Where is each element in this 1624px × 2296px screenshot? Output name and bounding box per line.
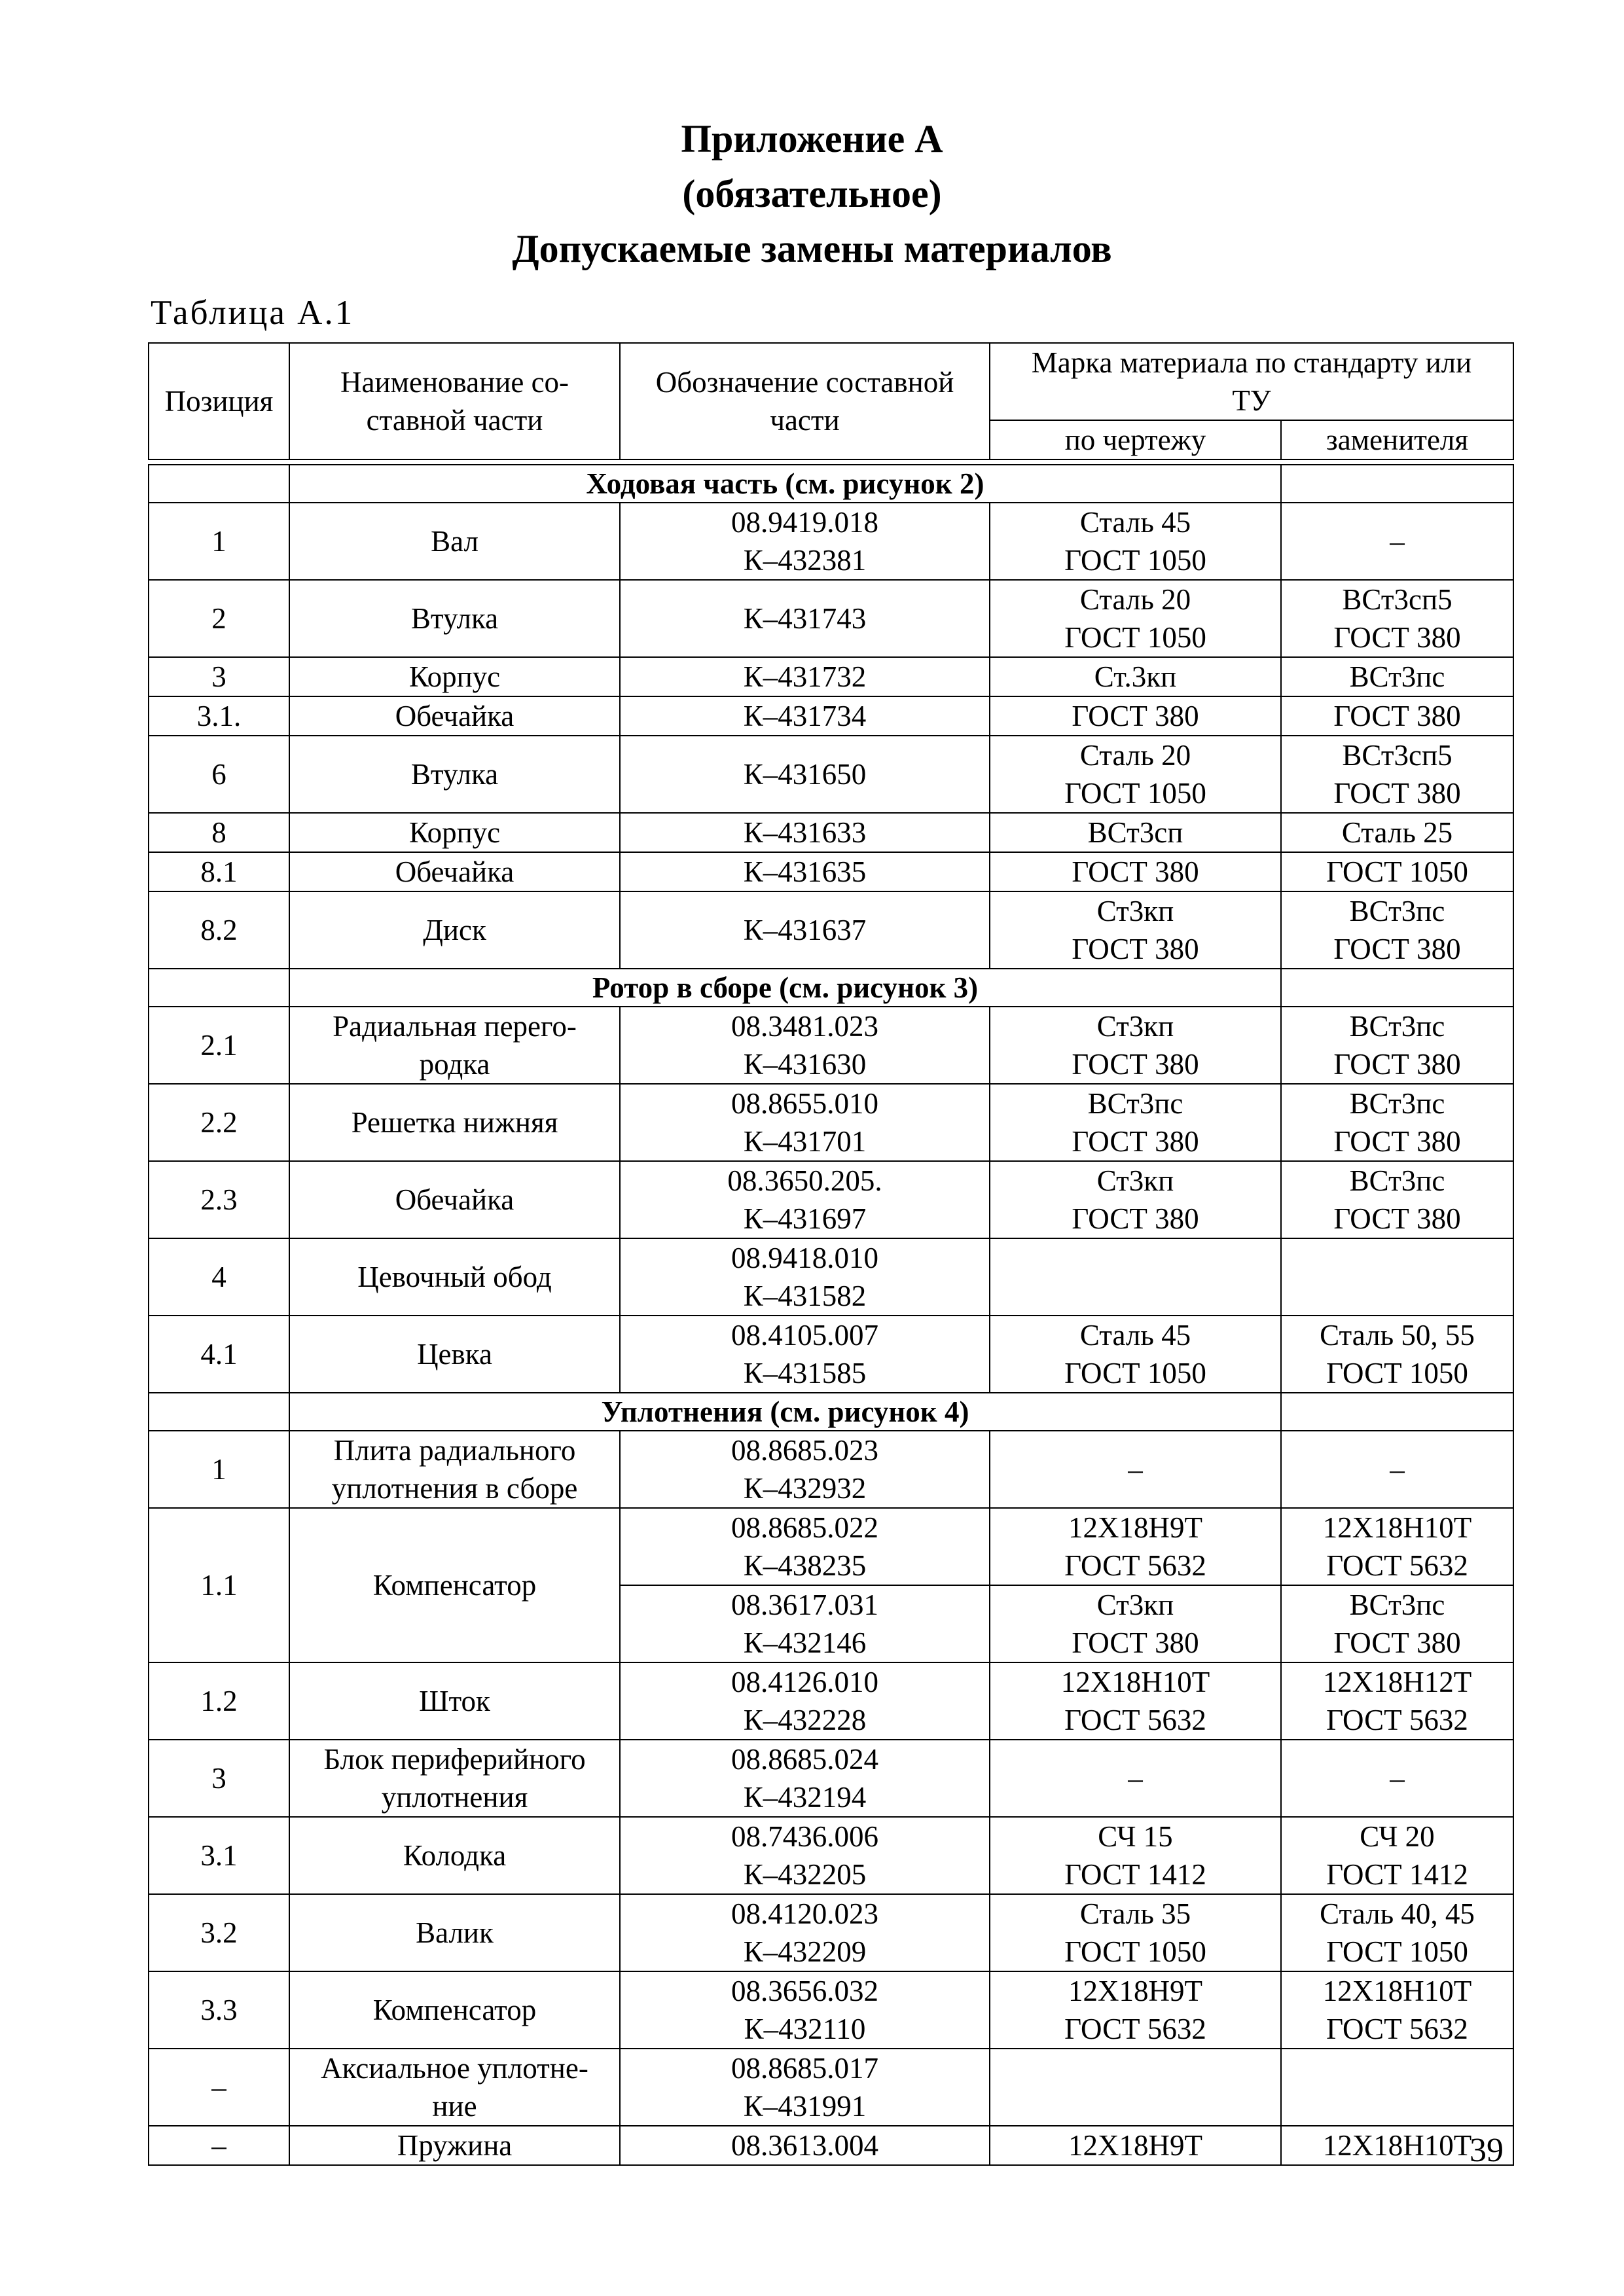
cell-substitute: ВСт3пс ГОСТ 380: [1281, 1007, 1513, 1084]
cell-material: ГОСТ 380: [990, 852, 1281, 891]
cell-substitute: Сталь 40, 45 ГОСТ 1050: [1281, 1894, 1513, 1971]
cell-designation: К–431633: [620, 813, 990, 852]
cell-designation: 08.8685.022 К–438235: [620, 1508, 990, 1585]
cell-position: 2.1: [149, 1007, 289, 1084]
materials-table: [148, 342, 1514, 2166]
table-row: [149, 1084, 1513, 1161]
cell-name: Валик: [289, 1894, 620, 1971]
cell-substitute: [1281, 2049, 1513, 2126]
table-row: [149, 1894, 1513, 1971]
cell-material: [990, 2049, 1281, 2126]
table-row: [149, 657, 1513, 696]
table-row: [149, 503, 1513, 580]
cell-material: Сталь 20 ГОСТ 1050: [990, 736, 1281, 813]
cell-designation: К–431732: [620, 657, 990, 696]
cell-designation: 08.8685.024 К–432194: [620, 1740, 990, 1817]
section-empty-cell: [149, 465, 289, 503]
cell-substitute: 12Х18Н10Т ГОСТ 5632: [1281, 1971, 1513, 2049]
section-empty-cell: [1281, 969, 1513, 1007]
table-row: [149, 696, 1513, 736]
separator-cell: [620, 459, 990, 465]
table-row: [149, 2049, 1513, 2126]
header-substitute: заменителя: [1281, 420, 1513, 459]
cell-material: Ст3кп ГОСТ 380: [990, 1007, 1281, 1084]
header-separator: [149, 459, 1513, 465]
cell-position: 1: [149, 1431, 289, 1508]
title-line-3: Допускаемые замены материалов: [512, 227, 1112, 270]
cell-designation: К–431734: [620, 696, 990, 736]
cell-name: Блок периферийного уплотнения: [289, 1740, 620, 1817]
section-row: [149, 465, 1513, 503]
cell-designation: 08.8685.023 К–432932: [620, 1431, 990, 1508]
cell-substitute: ВСт3пс ГОСТ 380: [1281, 1161, 1513, 1238]
cell-designation: 08.3650.205. К–431697: [620, 1161, 990, 1238]
cell-position: 1.1: [149, 1508, 289, 1662]
section-empty-cell: [1281, 465, 1513, 503]
cell-position: 3: [149, 1740, 289, 1817]
cell-material: Сталь 45 ГОСТ 1050: [990, 503, 1281, 580]
header-material-group: Марка материала по стандарту или ТУ: [990, 343, 1513, 420]
cell-designation: 08.3617.031 К–432146: [620, 1585, 990, 1662]
cell-position: 4.1: [149, 1316, 289, 1393]
title-line-2: (обязательное): [682, 172, 942, 215]
cell-designation: К–431650: [620, 736, 990, 813]
cell-name: Обечайка: [289, 1161, 620, 1238]
cell-substitute: Сталь 25: [1281, 813, 1513, 852]
cell-name: Корпус: [289, 813, 620, 852]
cell-material: Ст3кп ГОСТ 380: [990, 1161, 1281, 1238]
cell-position: 3.2: [149, 1894, 289, 1971]
cell-name: Вал: [289, 503, 620, 580]
separator-cell: [289, 459, 620, 465]
cell-name: Радиальная перего- родка: [289, 1007, 620, 1084]
section-title: Ходовая часть (см. рисунок 2): [289, 465, 1281, 503]
table-caption: Таблица А.1: [151, 294, 355, 332]
cell-designation: 08.9419.018 К–432381: [620, 503, 990, 580]
cell-designation: 08.3613.004: [620, 2126, 990, 2165]
cell-material: Ст3кп ГОСТ 380: [990, 1585, 1281, 1662]
cell-substitute: ГОСТ 1050: [1281, 852, 1513, 891]
cell-designation: 08.7436.006 К–432205: [620, 1817, 990, 1894]
cell-substitute: СЧ 20 ГОСТ 1412: [1281, 1817, 1513, 1894]
table-row: [149, 1161, 1513, 1238]
table-row: [149, 1316, 1513, 1393]
cell-position: –: [149, 2126, 289, 2165]
cell-position: 1: [149, 503, 289, 580]
section-row: [149, 969, 1513, 1007]
table-row: [149, 1007, 1513, 1084]
table-row: [149, 580, 1513, 657]
cell-material: Сталь 20 ГОСТ 1050: [990, 580, 1281, 657]
title-line-1: Приложение А: [681, 117, 943, 160]
cell-material: 12Х18Н9Т: [990, 2126, 1281, 2165]
cell-name: Обечайка: [289, 696, 620, 736]
cell-designation: 08.4126.010 К–432228: [620, 1662, 990, 1740]
section-title: Ротор в сборе (см. рисунок 3): [289, 969, 1281, 1007]
cell-name: Цевка: [289, 1316, 620, 1393]
cell-material: Сталь 35 ГОСТ 1050: [990, 1894, 1281, 1971]
separator-cell: [1281, 459, 1513, 465]
cell-position: 8.2: [149, 891, 289, 969]
table-row: [149, 813, 1513, 852]
cell-name: Плита радиального уплотнения в сборе: [289, 1431, 620, 1508]
page-number: 39: [1470, 2132, 1504, 2169]
cell-designation: К–431743: [620, 580, 990, 657]
cell-name: Компенсатор: [289, 1971, 620, 2049]
cell-position: 3.1: [149, 1817, 289, 1894]
section-empty-cell: [149, 969, 289, 1007]
table-row: [149, 736, 1513, 813]
cell-substitute: [1281, 1238, 1513, 1316]
header-by-drawing: по чертежу: [990, 420, 1281, 459]
cell-position: 2: [149, 580, 289, 657]
cell-position: 3.3: [149, 1971, 289, 2049]
header-position: Позиция: [149, 343, 289, 459]
cell-material: Сталь 45 ГОСТ 1050: [990, 1316, 1281, 1393]
cell-material: Ст3кп ГОСТ 380: [990, 891, 1281, 969]
cell-designation: 08.3481.023 К–431630: [620, 1007, 990, 1084]
header-designation: Обозначение составной части: [620, 343, 990, 459]
cell-substitute: –: [1281, 1431, 1513, 1508]
cell-name: Компенсатор: [289, 1508, 620, 1662]
cell-material: 12Х18Н9Т ГОСТ 5632: [990, 1508, 1281, 1585]
header-name: Наименование со- ставной части: [289, 343, 620, 459]
section-empty-cell: [149, 1393, 289, 1431]
separator-cell: [149, 459, 289, 465]
section-row: [149, 1393, 1513, 1431]
cell-designation: 08.4120.023 К–432209: [620, 1894, 990, 1971]
cell-material: –: [990, 1431, 1281, 1508]
cell-designation: К–431635: [620, 852, 990, 891]
table-row: [149, 852, 1513, 891]
cell-substitute: 12Х18Н10Т: [1281, 2126, 1513, 2165]
table-row: [149, 2126, 1513, 2165]
cell-material: 12Х18Н9Т ГОСТ 5632: [990, 1971, 1281, 2049]
cell-name: Втулка: [289, 736, 620, 813]
cell-substitute: 12Х18Н10Т ГОСТ 5632: [1281, 1508, 1513, 1585]
cell-substitute: ВСт3сп5 ГОСТ 380: [1281, 580, 1513, 657]
cell-position: 4: [149, 1238, 289, 1316]
cell-substitute: –: [1281, 1740, 1513, 1817]
cell-position: 2.3: [149, 1161, 289, 1238]
cell-name: Решетка нижняя: [289, 1084, 620, 1161]
cell-substitute: ВСт3пс ГОСТ 380: [1281, 1585, 1513, 1662]
cell-position: –: [149, 2049, 289, 2126]
cell-substitute: –: [1281, 503, 1513, 580]
cell-substitute: Сталь 50, 55 ГОСТ 1050: [1281, 1316, 1513, 1393]
cell-name: Обечайка: [289, 852, 620, 891]
cell-material: ВСт3пс ГОСТ 380: [990, 1084, 1281, 1161]
cell-material: ГОСТ 380: [990, 696, 1281, 736]
section-empty-cell: [1281, 1393, 1513, 1431]
table-row: [149, 1662, 1513, 1740]
cell-designation: 08.3656.032 К–432110: [620, 1971, 990, 2049]
section-title: Уплотнения (см. рисунок 4): [289, 1393, 1281, 1431]
table-row: [149, 1971, 1513, 2049]
page-title: [0, 111, 1624, 276]
table-row: [149, 1740, 1513, 1817]
cell-material: Ст.3кп: [990, 657, 1281, 696]
cell-substitute: ВСт3сп5 ГОСТ 380: [1281, 736, 1513, 813]
cell-name: Корпус: [289, 657, 620, 696]
cell-name: Втулка: [289, 580, 620, 657]
cell-designation: 08.8685.017 К–431991: [620, 2049, 990, 2126]
cell-designation: К–431637: [620, 891, 990, 969]
cell-designation: 08.9418.010 К–431582: [620, 1238, 990, 1316]
cell-name: Аксиальное уплотне- ние: [289, 2049, 620, 2126]
cell-material: –: [990, 1740, 1281, 1817]
cell-name: Шток: [289, 1662, 620, 1740]
cell-material: [990, 1238, 1281, 1316]
cell-position: 8.1: [149, 852, 289, 891]
cell-position: 2.2: [149, 1084, 289, 1161]
cell-material: СЧ 15 ГОСТ 1412: [990, 1817, 1281, 1894]
cell-designation: 08.4105.007 К–431585: [620, 1316, 990, 1393]
cell-name: Диск: [289, 891, 620, 969]
cell-material: ВСт3сп: [990, 813, 1281, 852]
cell-substitute: ВСт3пс ГОСТ 380: [1281, 891, 1513, 969]
cell-position: 6: [149, 736, 289, 813]
cell-substitute: 12Х18Н12Т ГОСТ 5632: [1281, 1662, 1513, 1740]
table-row: [149, 1431, 1513, 1508]
cell-designation: 08.8655.010 К–431701: [620, 1084, 990, 1161]
cell-name: Цевочный обод: [289, 1238, 620, 1316]
cell-position: 1.2: [149, 1662, 289, 1740]
cell-substitute: ВСт3пс: [1281, 657, 1513, 696]
cell-position: 3: [149, 657, 289, 696]
cell-name: Пружина: [289, 2126, 620, 2165]
table-row: [149, 1817, 1513, 1894]
cell-substitute: ВСт3пс ГОСТ 380: [1281, 1084, 1513, 1161]
cell-material: 12Х18Н10Т ГОСТ 5632: [990, 1662, 1281, 1740]
cell-name: Колодка: [289, 1817, 620, 1894]
table-row: [149, 1238, 1513, 1316]
cell-position: 3.1.: [149, 696, 289, 736]
table-row: [149, 1508, 1513, 1585]
cell-position: 8: [149, 813, 289, 852]
table-row: [149, 891, 1513, 969]
cell-substitute: ГОСТ 380: [1281, 696, 1513, 736]
separator-cell: [990, 459, 1281, 465]
